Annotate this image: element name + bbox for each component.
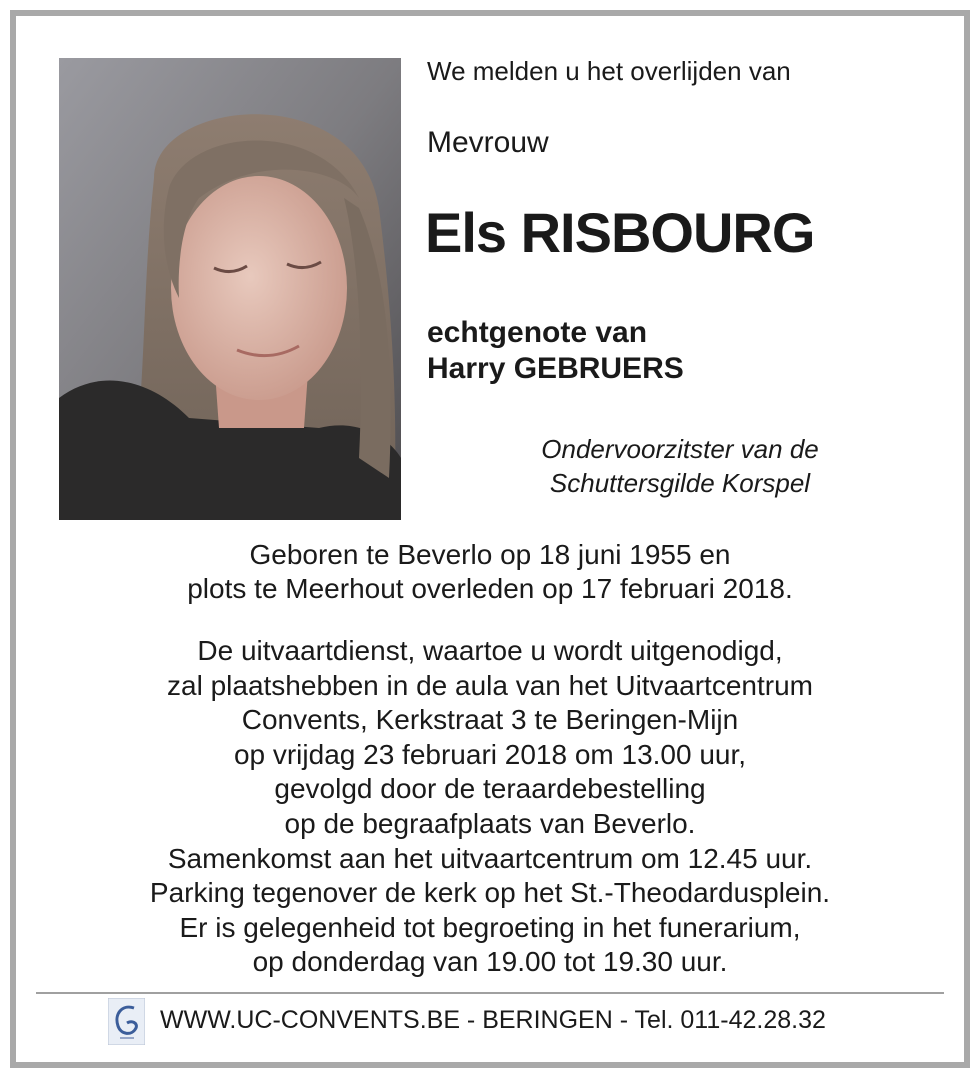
portrait-photo	[59, 58, 401, 520]
service-block	[0, 634, 980, 980]
role-line: Ondervoorzitster van de	[541, 434, 819, 464]
spouse-block	[427, 315, 684, 387]
intro-text: We melden u het overlijden van	[427, 56, 791, 86]
deceased-name: Els RISBOURG	[425, 201, 815, 264]
salutation: Mevrouw	[427, 126, 549, 159]
spouse-line: Harry GEBRUERS	[427, 352, 684, 385]
footer-contact: WWW.UC-CONVENTS.BE - BERINGEN - Tel. 011-42.28.32	[160, 1006, 826, 1034]
service-line: Parking tegenover de kerk op het St.-Theodardusplein.	[149, 877, 831, 909]
service-line: op donderdag van 19.00 tot 19.30 uur.	[252, 946, 728, 978]
service-line: Samenkomst aan het uitvaartcentrum om 12.45 uur.	[167, 842, 813, 874]
service-line: De uitvaartdienst, waartoe u wordt uitgenodigd,	[197, 635, 783, 666]
service-line: op vrijdag 23 februari 2018 om 13.00 uur,	[233, 738, 747, 770]
birth-line: plots te Meerhout overleden op 17 februari 2018.	[187, 573, 793, 604]
footer-divider	[36, 992, 944, 994]
role-block	[480, 432, 880, 500]
service-line: Er is gelegenheid tot begroeting in het funerarium,	[179, 911, 801, 943]
portrait-image	[59, 58, 401, 520]
birth-block	[0, 538, 980, 606]
service-line: gevolgd door de teraardebestelling	[274, 773, 706, 805]
funeral-home-logo-icon	[108, 998, 145, 1045]
spouse-line: echtgenote van	[427, 316, 648, 349]
role-line: Schuttersgilde Korspel	[549, 468, 811, 498]
service-line: zal plaatshebben in de aula van het Uitvaartcentrum	[167, 669, 813, 701]
service-line: op de begraafplaats van Beverlo.	[284, 807, 696, 839]
birth-line: Geboren te Beverlo op 18 juni 1955 en	[249, 539, 731, 570]
service-line: Convents, Kerkstraat 3 te Beringen-Mijn	[241, 704, 739, 736]
